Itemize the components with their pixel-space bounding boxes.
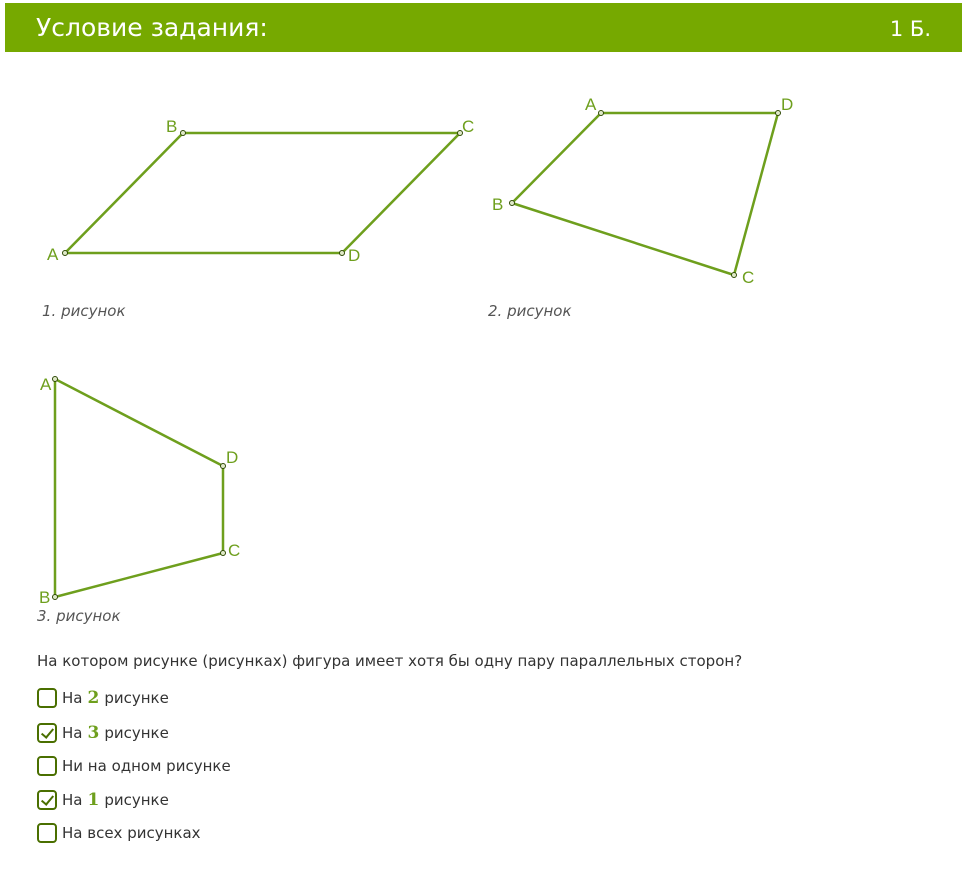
figure-2-vertex-c [732,273,737,278]
figure-2-vertex-a [599,111,604,116]
option-figure-2[interactable] [37,686,169,710]
figure-3-shape [55,379,223,597]
question-text: На котором рисунке (рисунках) фигура имеет хотя бы одну пару параллельных сторон? [37,652,743,670]
figure-1-vertex-a [63,251,68,256]
option-number: 2 [87,688,100,708]
figure-1-label-d: D [348,246,361,265]
option-number: 3 [87,723,100,743]
figure-3-label-b: B [39,588,51,607]
option-text-pre: Ни на одном рисунке [62,757,231,775]
checkbox-icon[interactable] [37,823,57,843]
option-figure-3[interactable] [37,721,169,745]
option-none[interactable] [37,754,231,778]
figure-1-shape [65,133,460,253]
checkbox-checked-icon[interactable] [37,790,57,810]
figure-3-label-d: D [226,448,239,467]
figure-1-label-c: C [462,117,475,136]
option-text-post: рисунке [104,724,169,742]
figure-2-label-b: B [492,195,504,214]
figure-3-vertex-a [53,377,58,382]
checkbox-checked-icon[interactable] [37,723,57,743]
option-text-post: рисунке [104,791,169,809]
figure-2-label-d: D [781,95,794,114]
option-text-post: рисунке [104,689,169,707]
figure-3-label-c: C [228,541,241,560]
checkbox-icon[interactable] [37,688,57,708]
option-text-pre: На [62,724,83,742]
figure-2-vertex-d [776,111,781,116]
figure-3-label-a: A [40,375,52,394]
figure-3-vertex-d [221,464,226,469]
figure-1-vertex-b [181,131,186,136]
checkbox-icon[interactable] [37,756,57,776]
task-points: 1 Б. [889,17,931,41]
figure-1-label-b: B [166,117,178,136]
option-text-pre: На [62,689,83,707]
figure-3-caption: 3. рисунок [37,607,121,625]
figure-2-label-c: C [742,268,755,287]
figure-1-caption: 1. рисунок [42,302,126,320]
figure-2-shape [512,113,778,275]
task-title: Условие задания: [36,13,268,42]
figure-2-vertex-b [510,201,515,206]
option-figure-1[interactable] [37,788,169,812]
figure-1-vertex-d [340,251,345,256]
figure-3-vertex-b [53,595,58,600]
option-number: 1 [87,790,100,810]
option-all[interactable] [37,821,201,845]
figure-2-label-a: A [585,95,597,114]
figure-3-vertex-c [221,551,226,556]
figure-1-label-a: A [47,245,59,264]
option-text-pre: На [62,791,83,809]
figure-2-caption: 2. рисунок [488,302,572,320]
option-text-pre: На всех рисунках [62,824,201,842]
